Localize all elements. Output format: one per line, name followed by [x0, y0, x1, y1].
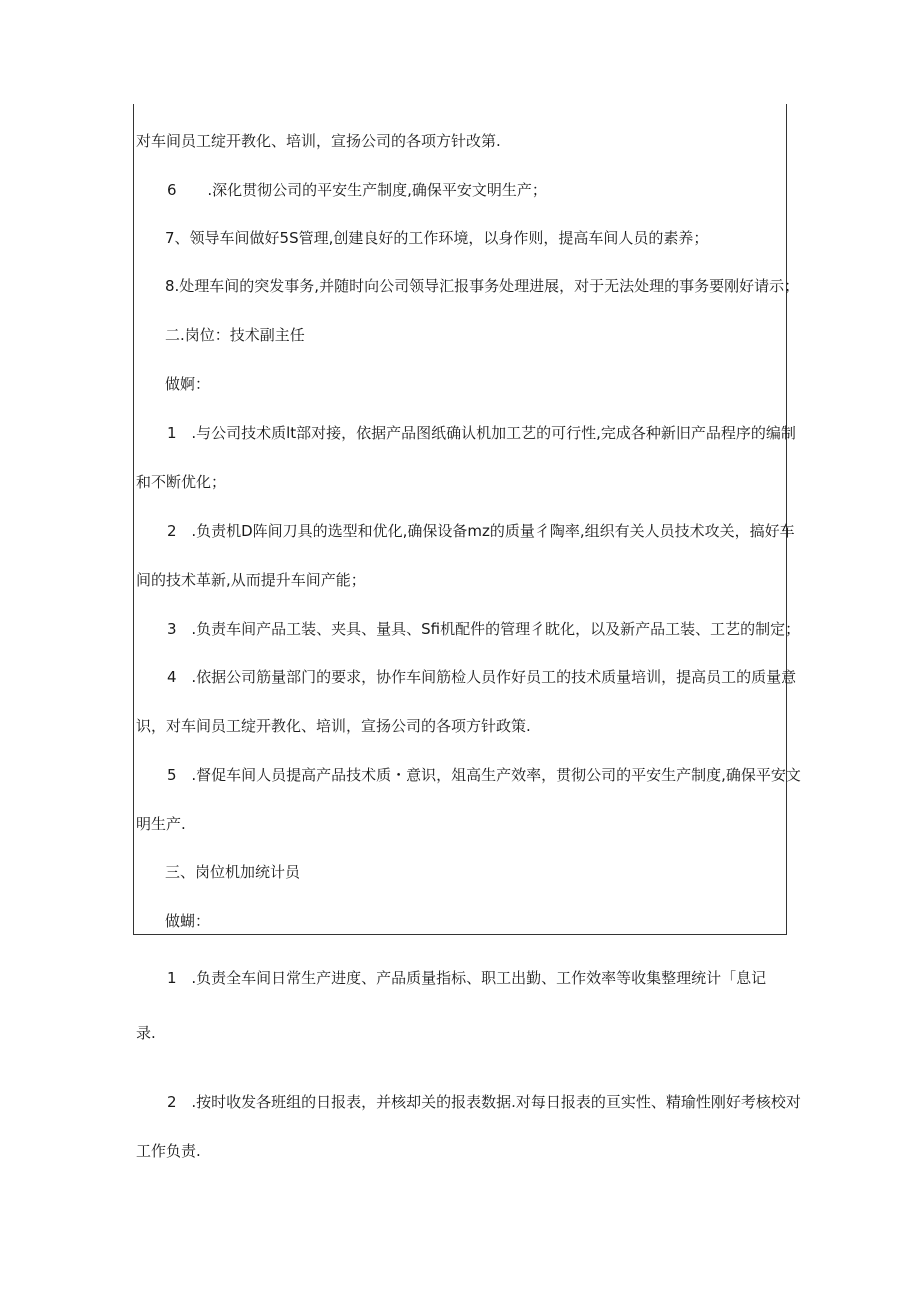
list-text: .与公司技术质lt部对接，依据产品图纸确认机加工艺的可行性,完成各种新旧产品程序的编制: [191, 424, 796, 442]
list-item: [167, 1092, 801, 1112]
list-text: .负责全车间日常生产进度、产品质量指标、职工出勤、工作效率等收集整理统计「息记: [191, 969, 767, 987]
text-line: 7、领导车间做好5S管理,创建良好的工作环境，以身作则，提高车间人员的素养；: [165, 229, 709, 247]
list-number: 1: [167, 969, 177, 987]
list-number: 2: [167, 1093, 177, 1111]
section-heading: 三、岗位机加统计员: [165, 863, 301, 881]
list-item: [167, 619, 800, 639]
list-text: .依据公司筋量部门的要求，协作车间筋检人员作好员工的技术质量培训，提高员工的质量意: [191, 668, 797, 686]
list-text: .负责车间产品工装、夹具、量具、Sfi机配件的管理彳眈化，以及新产品工装、工艺的制定；: [191, 620, 801, 638]
text-line: 做婀：: [165, 375, 211, 393]
list-number: 6: [167, 181, 177, 199]
text-line: 8.处理车间的突发事务,并随时向公司领导汇报事务处理进展，对于无法处理的事务要刚好请示；: [165, 277, 800, 295]
list-item: [167, 180, 547, 200]
list-number: 2: [167, 522, 177, 540]
list-text: .负责机D阵间刀具的选型和优化,确保设备mz的质量彳陶率,组织有关人员技术攻关，搞好车: [191, 522, 795, 540]
list-item: [167, 667, 796, 687]
text-line: 和不断优化；: [136, 473, 227, 491]
text-line: 对车间员工绽开教化、培训，宣扬公司的各项方针改第.: [136, 132, 501, 150]
list-item: [167, 521, 795, 541]
text-line: 间的技术革新,从而提升车间产能；: [136, 571, 366, 589]
text-line: 工作负责.: [136, 1142, 201, 1160]
list-number: 1: [167, 424, 177, 442]
list-text: .深化贯彻公司的平安生产制度,确保平安文明生产；: [207, 181, 547, 199]
list-item: [167, 968, 766, 988]
list-text: .按时收发各班组的日报表，并核却关的报表数据.对每日报表的亘实性、精瑜性刚好考核校对: [191, 1093, 801, 1111]
list-number: 4: [167, 668, 177, 686]
section-heading: 二.岗位：技术副主任: [165, 326, 305, 344]
text-line: 明生产.: [136, 815, 186, 833]
list-item: [167, 765, 801, 785]
text-line: 做蝴：: [165, 912, 211, 930]
text-line: 识，对车间员工绽开教化、培训，宣扬公司的各项方针政策.: [136, 717, 531, 735]
list-number: 5: [167, 766, 177, 784]
list-number: 3: [167, 620, 177, 638]
text-line: 录.: [136, 1024, 156, 1042]
list-item: [167, 423, 796, 443]
list-text: .督促车间人员提高产品技术质・意识，俎高生产效率，贯彻公司的平安生产制度,确保平安文: [191, 766, 801, 784]
